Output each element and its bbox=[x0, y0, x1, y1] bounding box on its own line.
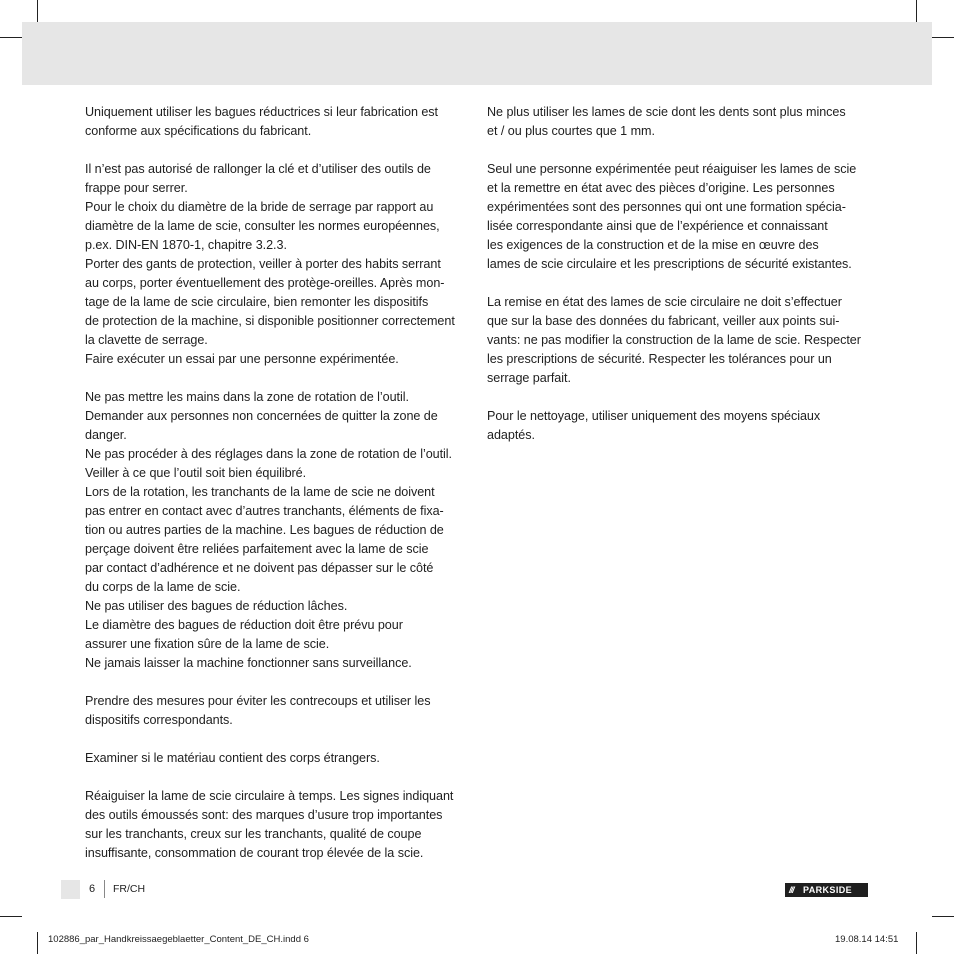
text-line: perçage doivent être reliées parfaitement avec la lame de scie bbox=[85, 542, 429, 556]
text-line: Réaiguiser la lame de scie circulaire à temps. Les signes indiquant bbox=[85, 789, 454, 803]
text-line: et / ou plus courtes que 1 mm. bbox=[487, 124, 655, 138]
slug-filename: 102886_par_Handkreissaegeblaetter_Content_DE_CH.indd 6 bbox=[48, 934, 309, 945]
text-line: danger. bbox=[85, 428, 127, 442]
text-line: de protection de la machine, si disponible positionner correctement bbox=[85, 314, 455, 328]
text-line: Seul une personne expérimentée peut réaiguiser les lames de scie bbox=[487, 162, 857, 176]
crop-mark-top-right-horizontal bbox=[932, 37, 954, 38]
text-line: par contact d’adhérence et ne doivent pas dépasser sur le côté bbox=[85, 561, 434, 575]
text-line: et la remettre en état avec des pièces d’origine. Les personnes bbox=[487, 181, 835, 195]
crop-mark-bottom-right-horizontal bbox=[932, 916, 954, 917]
text-line: lames de scie circulaire et les prescriptions de sécurité existantes. bbox=[487, 257, 852, 271]
header-band bbox=[22, 22, 932, 85]
text-line: La remise en état des lames de scie circulaire ne doit s’effectuer bbox=[487, 295, 842, 309]
text-line: serrage parfait. bbox=[487, 371, 571, 385]
page-number: 6 bbox=[89, 883, 96, 895]
text-line: Ne pas procéder à des réglages dans la zone de rotation de l’outil. bbox=[85, 447, 453, 461]
text-line: tion ou autres parties de la machine. Les bagues de réduction de bbox=[85, 523, 444, 537]
text-line bbox=[85, 141, 470, 160]
text-line: Uniquement utiliser les bagues réductrices si leur fabrication est bbox=[85, 105, 438, 119]
text-line: sur les tranchants, creux sur les tranchants, qualité de coupe bbox=[85, 827, 422, 841]
crop-mark-top-right-vertical bbox=[916, 0, 917, 22]
text-line: que sur la base des données du fabricant, veiller aux points sui- bbox=[487, 314, 840, 328]
text-line: Examiner si le matériau contient des corps étrangers. bbox=[85, 751, 380, 765]
left-text-column bbox=[85, 103, 470, 863]
text-line bbox=[487, 141, 877, 160]
text-line bbox=[487, 274, 877, 293]
brand-stripes-icon: /// bbox=[789, 885, 794, 895]
crop-mark-bottom-right-vertical bbox=[916, 932, 917, 954]
text-line: frappe pour serrer. bbox=[85, 181, 188, 195]
text-line: Lors de la rotation, les tranchants de la lame de scie ne doivent bbox=[85, 485, 435, 499]
text-line bbox=[85, 369, 470, 388]
slug-timestamp: 19.08.14 14:51 bbox=[835, 934, 899, 945]
text-line: Porter des gants de protection, veiller à porter des habits serrant bbox=[85, 257, 441, 271]
brand-name: PARKSIDE bbox=[803, 885, 853, 895]
brand-logo bbox=[785, 883, 868, 897]
text-line bbox=[487, 388, 877, 407]
text-line: Il n’est pas autorisé de rallonger la clé et d’utiliser des outils de bbox=[85, 162, 431, 176]
text-line: diamètre de la lame de scie, consulter les normes européennes, bbox=[85, 219, 440, 233]
text-line: Ne plus utiliser les lames de scie dont les dents sont plus minces bbox=[487, 105, 846, 119]
text-line: les exigences de la construction et de la mise en œuvre des bbox=[487, 238, 819, 252]
text-line bbox=[85, 673, 470, 692]
crop-mark-top-left-horizontal bbox=[0, 37, 22, 38]
text-line: Ne pas utiliser des bagues de réduction lâches. bbox=[85, 599, 348, 613]
text-line: vants: ne pas modifier la construction de la lame de scie. Respecter bbox=[487, 333, 861, 347]
text-line: tage de la lame de scie circulaire, bien remonter les dispositifs bbox=[85, 295, 429, 309]
text-line: Pour le nettoyage, utiliser uniquement des moyens spéciaux bbox=[487, 409, 821, 423]
text-line: Faire exécuter un essai par une personne expérimentée. bbox=[85, 352, 399, 366]
text-line: Ne pas mettre les mains dans la zone de rotation de l’outil. bbox=[85, 390, 409, 404]
text-line: Prendre des mesures pour éviter les contrecoups et utiliser les bbox=[85, 694, 431, 708]
right-text-column bbox=[487, 103, 877, 445]
text-line: au corps, porter éventuellement des protège-oreilles. Après mon- bbox=[85, 276, 445, 290]
text-line: expérimentées sont des personnes qui ont une formation spécia- bbox=[487, 200, 846, 214]
text-line: Ne jamais laisser la machine fonctionner sans surveillance. bbox=[85, 656, 412, 670]
text-line: assurer une fixation sûre de la lame de scie. bbox=[85, 637, 330, 651]
text-line: lisée correspondante ainsi que de l’expérience et connaissant bbox=[487, 219, 828, 233]
text-line: Veiller à ce que l’outil soit bien équilibré. bbox=[85, 466, 307, 480]
crop-mark-bottom-left-vertical bbox=[37, 932, 38, 954]
text-line: Pour le choix du diamètre de la bride de serrage par rapport au bbox=[85, 200, 434, 214]
text-line: des outils émoussés sont: des marques d’usure trop importantes bbox=[85, 808, 443, 822]
text-line: du corps de la lame de scie. bbox=[85, 580, 241, 594]
text-line bbox=[85, 768, 470, 787]
text-line: insuffisante, consommation de courant trop élevée de la scie. bbox=[85, 846, 424, 860]
footer-gray-square bbox=[61, 880, 80, 899]
text-line: conforme aux spécifications du fabricant. bbox=[85, 124, 312, 138]
language-code: FR/CH bbox=[113, 883, 146, 895]
text-line: Le diamètre des bagues de réduction doit être prévu pour bbox=[85, 618, 403, 632]
crop-mark-bottom-left-horizontal bbox=[0, 916, 22, 917]
crop-mark-top-left-vertical bbox=[37, 0, 38, 22]
text-line: Demander aux personnes non concernées de quitter la zone de bbox=[85, 409, 438, 423]
text-line: adaptés. bbox=[487, 428, 535, 442]
text-line: la clavette de serrage. bbox=[85, 333, 208, 347]
text-line: les prescriptions de sécurité. Respecter les tolérances pour un bbox=[487, 352, 832, 366]
text-line: pas entrer en contact avec d’autres tranchants, éléments de fixa- bbox=[85, 504, 444, 518]
footer-divider bbox=[104, 880, 105, 898]
text-line: p.ex. DIN-EN 1870-1, chapitre 3.2.3. bbox=[85, 238, 287, 252]
text-line: dispositifs correspondants. bbox=[85, 713, 233, 727]
text-line bbox=[85, 730, 470, 749]
